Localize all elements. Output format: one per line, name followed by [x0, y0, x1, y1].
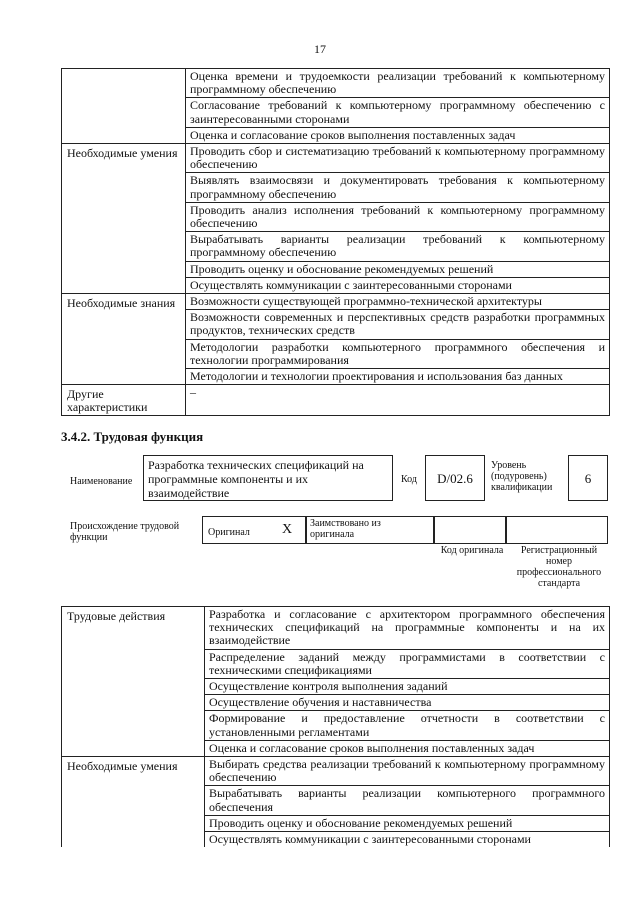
item-list — [205, 607, 609, 756]
list-item: Осуществление контроля выполнения заданий — [205, 679, 609, 695]
list-item: Вырабатывать варианты реализации компьютерного программного обеспечения — [205, 786, 609, 815]
list-item: Проводить оценку и обоснование рекомендуемых решений — [186, 262, 609, 278]
list-item: Оценка и согласование сроков выполнения поставленных задач — [190, 127, 516, 142]
list-item: Формирование и предоставление отчетности в соответствии с установленными регламентами — [205, 711, 609, 740]
item-list — [186, 294, 609, 384]
level-label: Уровень (подуровень) квалификации — [491, 460, 553, 493]
table-row — [62, 69, 610, 144]
list-item: Проводить анализ исполнения требований к компьютерному программному обеспечению — [186, 203, 609, 232]
code-original-cell[interactable] — [434, 516, 506, 544]
competency-table-bottom — [61, 606, 610, 847]
row-label: Другие характеристики — [62, 385, 186, 415]
row-label: Необходимые знания — [62, 294, 186, 385]
list-item: Распределение заданий между программистами в соответствии с техническими спецификациями — [205, 650, 609, 679]
item-list — [205, 757, 609, 847]
list-item: Проводить оценку и обоснование рекомендуемых решений — [205, 816, 609, 832]
list-item: Оценка времени и трудоемкости реализации требований к компьютерному программному обеспечению — [186, 69, 609, 98]
row-label — [62, 69, 186, 144]
table-row — [62, 144, 610, 294]
list-item: Выбирать средства реализации требований к компьютерному программному обеспечению — [205, 757, 609, 786]
row-label: Трудовые действия — [62, 607, 205, 757]
function-name-field: Разработка технических спецификаций на программные компоненты и их взаимодействие — [143, 455, 393, 501]
original-label: Оригинал — [208, 527, 250, 538]
section-heading: 3.4.2. Трудовая функция — [61, 429, 204, 444]
row-label: Необходимые умения — [62, 144, 186, 294]
table-row — [62, 294, 610, 385]
list-item: Методологии разработки компьютерного программного обеспечения и технологии программирования — [186, 340, 609, 369]
list-item: Разработка и согласование с архитектором программного обеспечения технических спецификаций на программные компоненты и на их взаимодействие — [205, 607, 609, 650]
list-item: Оценка и согласование сроков выполнения поставленных задач — [209, 740, 535, 755]
list-item: Возможности существующей программно-технической архитектуры — [186, 294, 609, 310]
code-original-label: Код оригинала — [440, 545, 504, 556]
list-item: Возможности современных и перспективных средств разработки программных продуктов, технических средств — [186, 310, 609, 339]
table-row — [62, 757, 610, 848]
origin-label: Происхождение трудовой функции — [70, 521, 180, 543]
list-item: Осуществлять коммуникации с заинтересованными сторонами — [209, 832, 531, 847]
list-item: Проводить сбор и систематизацию требований к компьютерному программному обеспечению — [186, 144, 609, 173]
list-item: Методологии и технологии проектирования и использования баз данных — [190, 369, 563, 384]
original-mark: X — [282, 522, 293, 537]
borrowed-label: Заимствовано из оригинала — [310, 518, 381, 540]
row-label: Необходимые умения — [62, 757, 205, 848]
table-row — [62, 385, 610, 415]
list-item: Осуществлять коммуникации с заинтересованными сторонами — [190, 277, 512, 292]
page-number: 17 — [314, 42, 326, 56]
table-row — [62, 607, 610, 757]
item-list — [186, 69, 609, 143]
list-item: Осуществление обучения и наставничества — [205, 695, 609, 711]
list-item: Выявлять взаимосвязи и документировать требования к компьютерному программному обеспечению — [186, 173, 609, 202]
reg-number-label: Регистрационный номер профессионального стандарта — [516, 545, 602, 589]
list-item: Вырабатывать варианты реализации требований к компьютерному программному обеспечению — [186, 232, 609, 261]
item-list — [186, 144, 609, 293]
list-item: – — [190, 385, 196, 400]
item-list — [186, 385, 609, 411]
competency-table-top — [61, 68, 610, 416]
reg-number-cell[interactable] — [506, 516, 608, 544]
level-field: 6 — [568, 455, 608, 501]
code-label: Код — [401, 474, 417, 485]
name-label: Наименование — [70, 476, 133, 487]
list-item: Согласование требований к компьютерному программному обеспечению с заинтересованными сторонами — [186, 98, 609, 127]
code-field: D/02.6 — [425, 455, 485, 501]
